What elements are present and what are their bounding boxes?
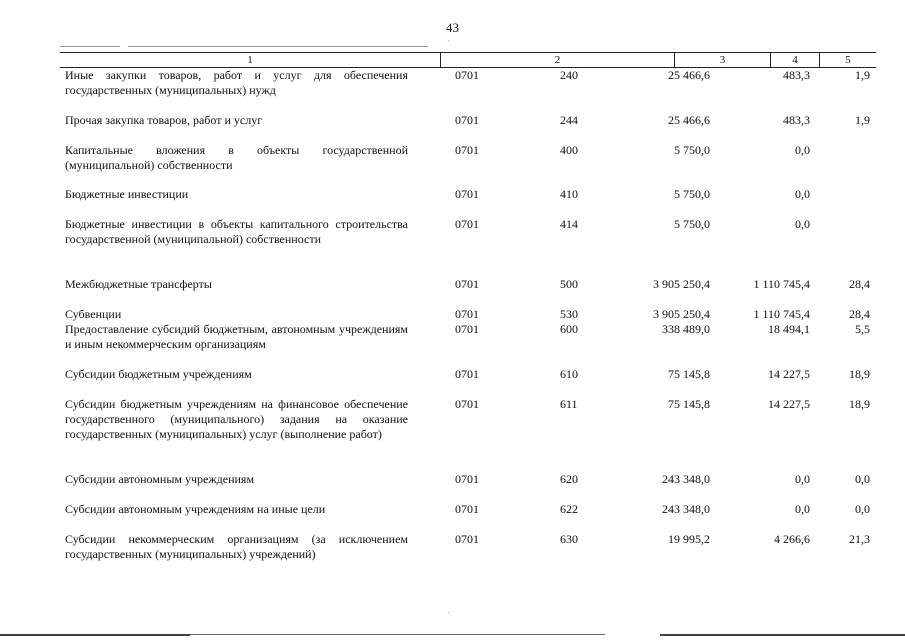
row-exec: 14 227,5 [768, 397, 810, 411]
row-plan: 338 489,0 [662, 322, 710, 336]
row-type: 244 [560, 113, 578, 127]
row-plan: 243 348,0 [662, 502, 710, 516]
row-name: Субсидии бюджетным учреждениям [65, 367, 252, 381]
row-exec: 483,3 [783, 68, 810, 82]
row-plan: 243 348,0 [662, 472, 710, 486]
row-exec: 0,0 [795, 472, 810, 486]
row-section: 0701 [455, 502, 479, 516]
row-type: 622 [560, 502, 578, 516]
row-exec: 18 494,1 [768, 322, 810, 336]
row-pct: 18,9 [849, 367, 870, 381]
row-type: 500 [560, 277, 578, 291]
row-plan: 5 750,0 [674, 143, 710, 157]
row-plan: 3 905 250,4 [653, 277, 710, 291]
row-name: Предоставление субсидий бюджетным, автономным учреждениям и иным некоммерческим организациям [65, 322, 408, 351]
row-type: 410 [560, 187, 578, 201]
row-type: 630 [560, 532, 578, 546]
row-name: Субсидии автономным учреждениям на иные цели [65, 502, 326, 516]
row-plan: 5 750,0 [674, 187, 710, 201]
row-name: Субсидии автономным учреждениям [65, 472, 255, 486]
row-exec: 0,0 [795, 217, 810, 231]
row-section: 0701 [455, 68, 479, 82]
row-name: Иные закупки товаров, работ и услуг для обеспечения государственных (муниципальных) нужд [65, 68, 408, 97]
row-type: 400 [560, 143, 578, 157]
scan-artifact [448, 40, 449, 41]
row-section: 0701 [455, 143, 479, 157]
row-name: Капитальные вложения в объекты государственной (муниципальной) собственности [65, 143, 408, 172]
header-col-2: 2 [554, 54, 561, 66]
row-pct: 0,0 [855, 472, 870, 486]
row-exec: 14 227,5 [768, 367, 810, 381]
row-exec: 0,0 [795, 143, 810, 157]
row-plan: 25 466,6 [668, 113, 710, 127]
row-name: Субсидии бюджетным учреждениям на финансовое обеспечение государственного (муниципального) задания на оказание государственных (муниципальных) услуг (выполнение работ) [65, 397, 408, 441]
row-exec: 0,0 [795, 187, 810, 201]
row-section: 0701 [455, 113, 479, 127]
row-pct: 1,9 [855, 68, 870, 82]
row-exec: 483,3 [783, 113, 810, 127]
page-number: 43 [446, 20, 459, 35]
scan-artifact [190, 634, 605, 635]
row-plan: 19 995,2 [668, 532, 710, 546]
row-section: 0701 [455, 187, 479, 201]
header-col-4: 4 [792, 54, 798, 66]
row-plan: 75 145,8 [668, 367, 710, 381]
scan-artifact [660, 634, 905, 636]
row-pct: 18,9 [849, 397, 870, 411]
row-section: 0701 [455, 472, 479, 486]
row-name: Прочая закупка товаров, работ и услуг [65, 113, 263, 127]
scan-artifact [0, 634, 190, 636]
row-exec: 1 110 745,4 [753, 277, 810, 291]
row-pct: 5,5 [855, 322, 870, 336]
row-name: Бюджетные инвестиции [65, 187, 189, 201]
row-type: 600 [560, 322, 578, 336]
row-type: 610 [560, 367, 578, 381]
row-pct: 21,3 [849, 532, 870, 546]
row-pct: 28,4 [849, 277, 870, 291]
row-section: 0701 [455, 277, 479, 291]
header-col-3: 3 [719, 54, 726, 66]
row-name: Бюджетные инвестиции в объекты капитального строительства государственной (муниципальной) собственности [65, 217, 408, 246]
row-plan: 25 466,6 [668, 68, 710, 82]
row-pct: 28,4 [849, 307, 870, 321]
row-pct: 0,0 [855, 502, 870, 516]
row-section: 0701 [455, 217, 479, 231]
row-exec: 0,0 [795, 502, 810, 516]
row-section: 0701 [455, 532, 479, 546]
row-type: 530 [560, 307, 578, 321]
scan-artifact [128, 46, 428, 47]
scan-artifact [448, 612, 449, 613]
row-section: 0701 [455, 367, 479, 381]
scan-artifact [60, 46, 120, 47]
row-section: 0701 [455, 322, 479, 336]
row-plan: 5 750,0 [674, 217, 710, 231]
row-exec: 1 110 745,4 [753, 307, 810, 321]
row-type: 620 [560, 472, 578, 486]
header-col-5: 5 [845, 54, 851, 66]
row-type: 611 [560, 397, 578, 411]
row-exec: 4 266,6 [774, 532, 810, 546]
row-section: 0701 [455, 307, 479, 321]
row-pct: 1,9 [855, 113, 870, 127]
row-name: Субвенции [65, 307, 122, 321]
row-type: 240 [560, 68, 578, 82]
row-type: 414 [560, 217, 578, 231]
table-header [60, 52, 876, 68]
row-section: 0701 [455, 397, 479, 411]
header-col-1: 1 [247, 54, 253, 66]
row-plan: 75 145,8 [668, 397, 710, 411]
row-name: Субсидии некоммерческим организациям (за исключением государственных (муниципальных) учреждений) [65, 532, 408, 561]
row-plan: 3 905 250,4 [653, 307, 710, 321]
row-name: Межбюджетные трансферты [65, 277, 212, 291]
